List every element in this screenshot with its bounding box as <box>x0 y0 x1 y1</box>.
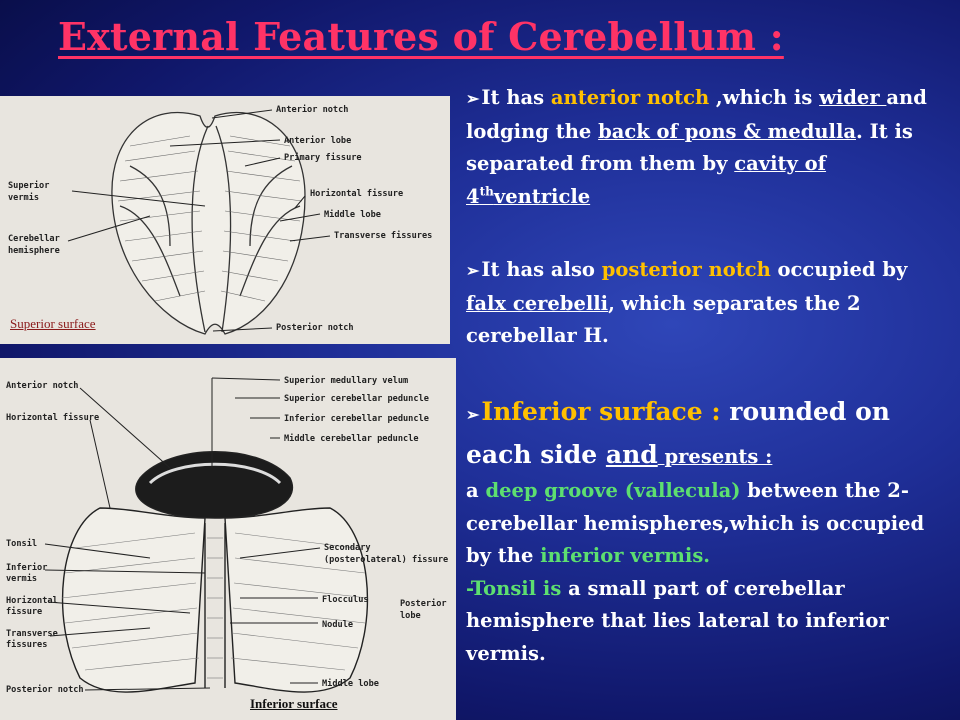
sup-label-vermis: vermis <box>8 193 40 203</box>
cavity-4th-ventricle: cavity of 4thventricle <box>466 152 827 208</box>
sup-label-hemisphere: hemisphere <box>8 246 60 256</box>
inf-label-inf-cerebellar-peduncle: Inferior cerebellar peduncle <box>284 414 429 424</box>
superior-surface-caption: Superior surface <box>10 316 96 331</box>
sup-label-superior: Superior <box>8 181 50 191</box>
sup-label-transverse-fissures: Transverse fissures <box>334 231 433 241</box>
inf-label-fissure: fissure <box>6 607 43 617</box>
inf-label-vermis: vermis <box>6 574 38 584</box>
paragraph-inferior-surface: ➢Inferior surface : rounded on each side and presents : a deep groove (vallecula) between the 2-cerebellar hemispheres,which is occupied by the inferior vermis. -Tonsil is a small part of cerebellar hemisphere that lies lateral to inferior vermis. <box>466 397 925 665</box>
arrow-bullet-icon: ➢ <box>466 405 480 424</box>
inf-label-sup-cerebellar-peduncle: Superior cerebellar peduncle <box>284 394 429 404</box>
arrow-bullet-icon: ➢ <box>466 89 480 108</box>
inf-label-tonsil: Tonsil <box>6 539 38 549</box>
inf-label-posterior: Posterior <box>400 599 447 609</box>
superior-surface-figure <box>0 96 450 344</box>
sup-label-anterior-notch: Anterior notch <box>276 105 349 115</box>
inf-label-posterior-notch: Posterior notch <box>6 685 84 695</box>
inf-label-horizontal: Horizontal <box>6 596 58 606</box>
inf-label-fissures: fissures <box>6 640 48 650</box>
inf-label-transverse: Transverse <box>6 629 58 639</box>
inf-label-sup-medullary-velum: Superior medullary velum <box>284 376 409 386</box>
paragraph-posterior-notch: ➢ It has also posterior notch occupied by falx cerebelli, which separates the 2 cerebellar H. <box>466 258 908 347</box>
inferior-surface-caption: Inferior surface <box>250 696 338 711</box>
inf-label-flocculus: Flocculus <box>322 595 369 605</box>
inf-label-secondary: Secondary <box>324 543 371 553</box>
inf-label-inferior: Inferior <box>6 563 48 573</box>
sup-label-posterior-notch: Posterior notch <box>276 323 354 333</box>
inf-label-anterior-notch: Anterior notch <box>6 381 79 391</box>
inf-label-nodule: Nodule <box>322 620 354 630</box>
slide-title: External Features of Cerebellum : <box>58 14 784 59</box>
inf-label-lobe: lobe <box>400 611 421 621</box>
superior-surface-diagram <box>0 96 450 344</box>
inferior-surface-diagram <box>0 358 456 720</box>
inf-label-posterolateral-fissure: (posterolateral) fissure <box>324 555 449 565</box>
inferior-surface-figure <box>0 358 456 720</box>
sup-label-horizontal-fissure: Horizontal fissure <box>310 189 404 199</box>
sup-label-anterior-lobe: Anterior lobe <box>284 136 352 146</box>
sup-label-primary-fissure: Primary fissure <box>284 153 362 163</box>
arrow-bullet-icon: ➢ <box>466 261 480 280</box>
sup-label-cerebellar: Cerebellar <box>8 234 60 244</box>
inf-label-mid-cerebellar-peduncle: Middle cerebellar peduncle <box>284 434 419 444</box>
sup-label-middle-lobe: Middle lobe <box>324 210 381 220</box>
inf-label-middle-lobe: Middle lobe <box>322 679 379 689</box>
paragraph-anterior-notch: ➢ It has anterior notch ,which is wider and lodging the back of pons & medulla. It is separated from them by cavity of 4thventricle <box>466 86 927 208</box>
inf-label-horizontal-fissure: Horizontal fissure <box>6 413 100 423</box>
